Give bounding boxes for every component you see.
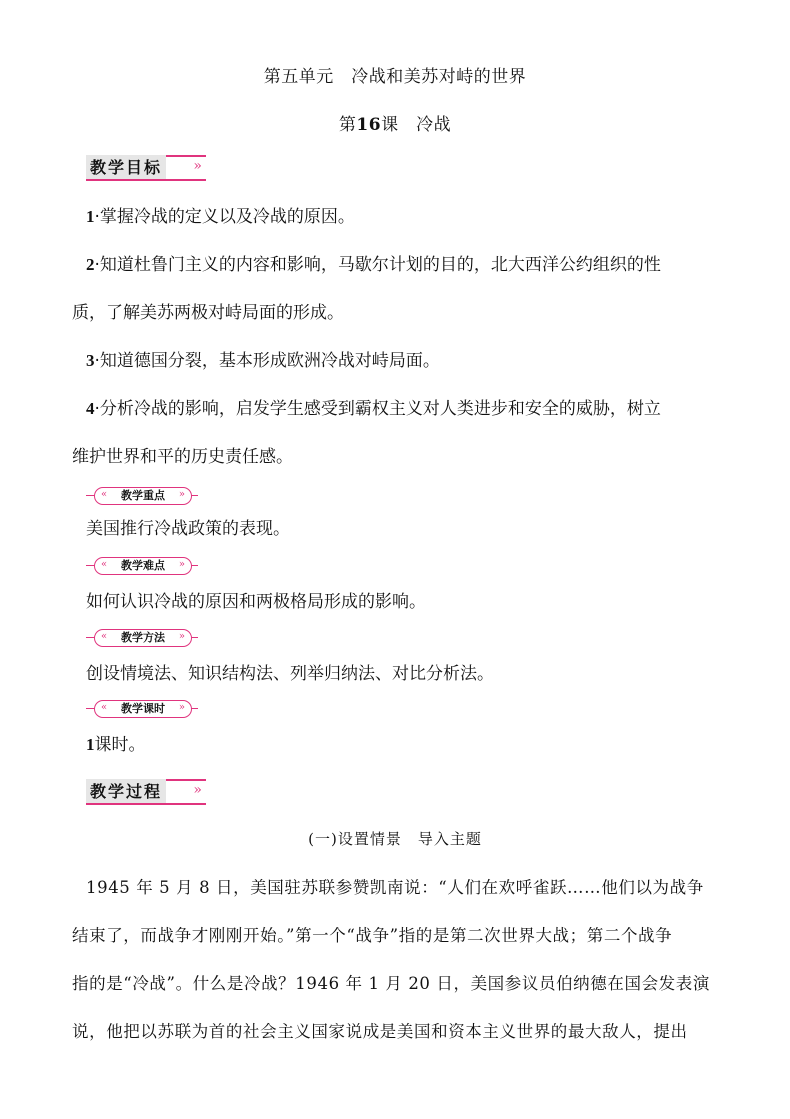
lesson-title xyxy=(0,110,790,135)
goal-text: ·分析冷战的影响，启发学生感受到霸权主义对人类进步和安全的威胁，树立 xyxy=(94,399,661,419)
pill-body xyxy=(94,629,192,647)
unit-title: 第五单元 冷战和美苏对峙的世界 xyxy=(263,67,527,87)
goal-number: 2 xyxy=(86,255,95,274)
double-chevron-right-icon: » xyxy=(178,489,185,500)
difficulty-text: 如何认识冷战的原因和两极格局形成的影响。 xyxy=(86,592,426,612)
goal-item-2 xyxy=(86,253,746,277)
goal-text: ·知道杜鲁门主义的内容和影响，马歇尔计划的目的，北大西洋公约组织的性 xyxy=(94,255,661,275)
section-heading-label: 教学目标 xyxy=(86,155,166,181)
double-chevron-left-icon: « xyxy=(101,702,108,713)
goal-text: ·掌握冷战的定义以及冷战的原因。 xyxy=(94,207,355,227)
heading-rule-bottom xyxy=(86,179,206,181)
double-chevron-right-icon: » xyxy=(178,631,185,642)
lesson-suffix: 课 冷战 xyxy=(381,115,452,135)
pill-body xyxy=(94,487,192,505)
method-text: 创设情境法、知识结构法、列举归纳法、对比分析法。 xyxy=(86,664,494,684)
pill-heading-key-point xyxy=(86,487,198,505)
lesson-number: 16 xyxy=(356,115,382,135)
goal-text: ·知道德国分裂，基本形成欧洲冷战对峙局面。 xyxy=(94,351,440,371)
hours-number: 1 xyxy=(86,735,95,754)
pill-label: 教学重点 xyxy=(121,489,165,502)
pill-label: 教学方法 xyxy=(121,631,165,644)
process-line-4: 说，他把以苏联为首的社会主义国家说成是美国和资本主义世界的最大敌人，提出 xyxy=(72,1022,688,1041)
goal-item-4 xyxy=(86,397,746,421)
pill-heading-method xyxy=(86,629,198,647)
double-chevron-right-icon: » xyxy=(178,559,185,570)
pill-label: 教学课时 xyxy=(121,702,165,715)
hours-unit: 课时。 xyxy=(94,735,146,755)
process-line-1: 1945 年 5 月 8 日，美国驻苏联参赞凯南说：“人们在欢呼雀跃……他们以为战争 xyxy=(86,878,704,897)
section-heading-goals xyxy=(86,155,206,181)
pill-heading-difficulty xyxy=(86,557,198,575)
goal-item-4-continuation: 维护世界和平的历史责任感。 xyxy=(72,447,293,467)
goal-item-3 xyxy=(86,349,746,373)
goal-item-2-continuation: 质，了解美苏两极对峙局面的形成。 xyxy=(72,303,344,323)
double-chevron-left-icon: « xyxy=(101,631,108,642)
process-subtitle: (一)设置情景 导入主题 xyxy=(308,830,482,848)
pill-label: 教学难点 xyxy=(121,559,165,572)
double-chevron-right-icon: » xyxy=(193,158,202,174)
double-chevron-right-icon: » xyxy=(193,782,202,798)
pill-heading-hours xyxy=(86,700,198,718)
double-chevron-left-icon: « xyxy=(101,559,108,570)
goal-number: 3 xyxy=(86,351,95,370)
section-heading-process xyxy=(86,779,206,805)
pill-body xyxy=(94,700,192,718)
section-heading-label: 教学过程 xyxy=(86,779,166,805)
key-point-text: 美国推行冷战政策的表现。 xyxy=(86,519,290,539)
process-line-3: 指的是“冷战”。什么是冷战？1946 年 1 月 20 日，美国参议员伯纳德在国会发表演 xyxy=(72,974,710,993)
process-line-2: 结束了，而战争才刚刚开始。”第一个“战争”指的是第二次世界大战；第二个战争 xyxy=(72,926,673,945)
lesson-prefix: 第 xyxy=(338,115,357,135)
goal-item-1 xyxy=(86,205,746,229)
pill-body xyxy=(94,557,192,575)
double-chevron-left-icon: « xyxy=(101,489,108,500)
hours-text xyxy=(86,733,746,757)
goal-number: 1 xyxy=(86,207,95,226)
goal-number: 4 xyxy=(86,399,95,418)
double-chevron-right-icon: » xyxy=(178,702,185,713)
heading-rule-bottom xyxy=(86,803,206,805)
